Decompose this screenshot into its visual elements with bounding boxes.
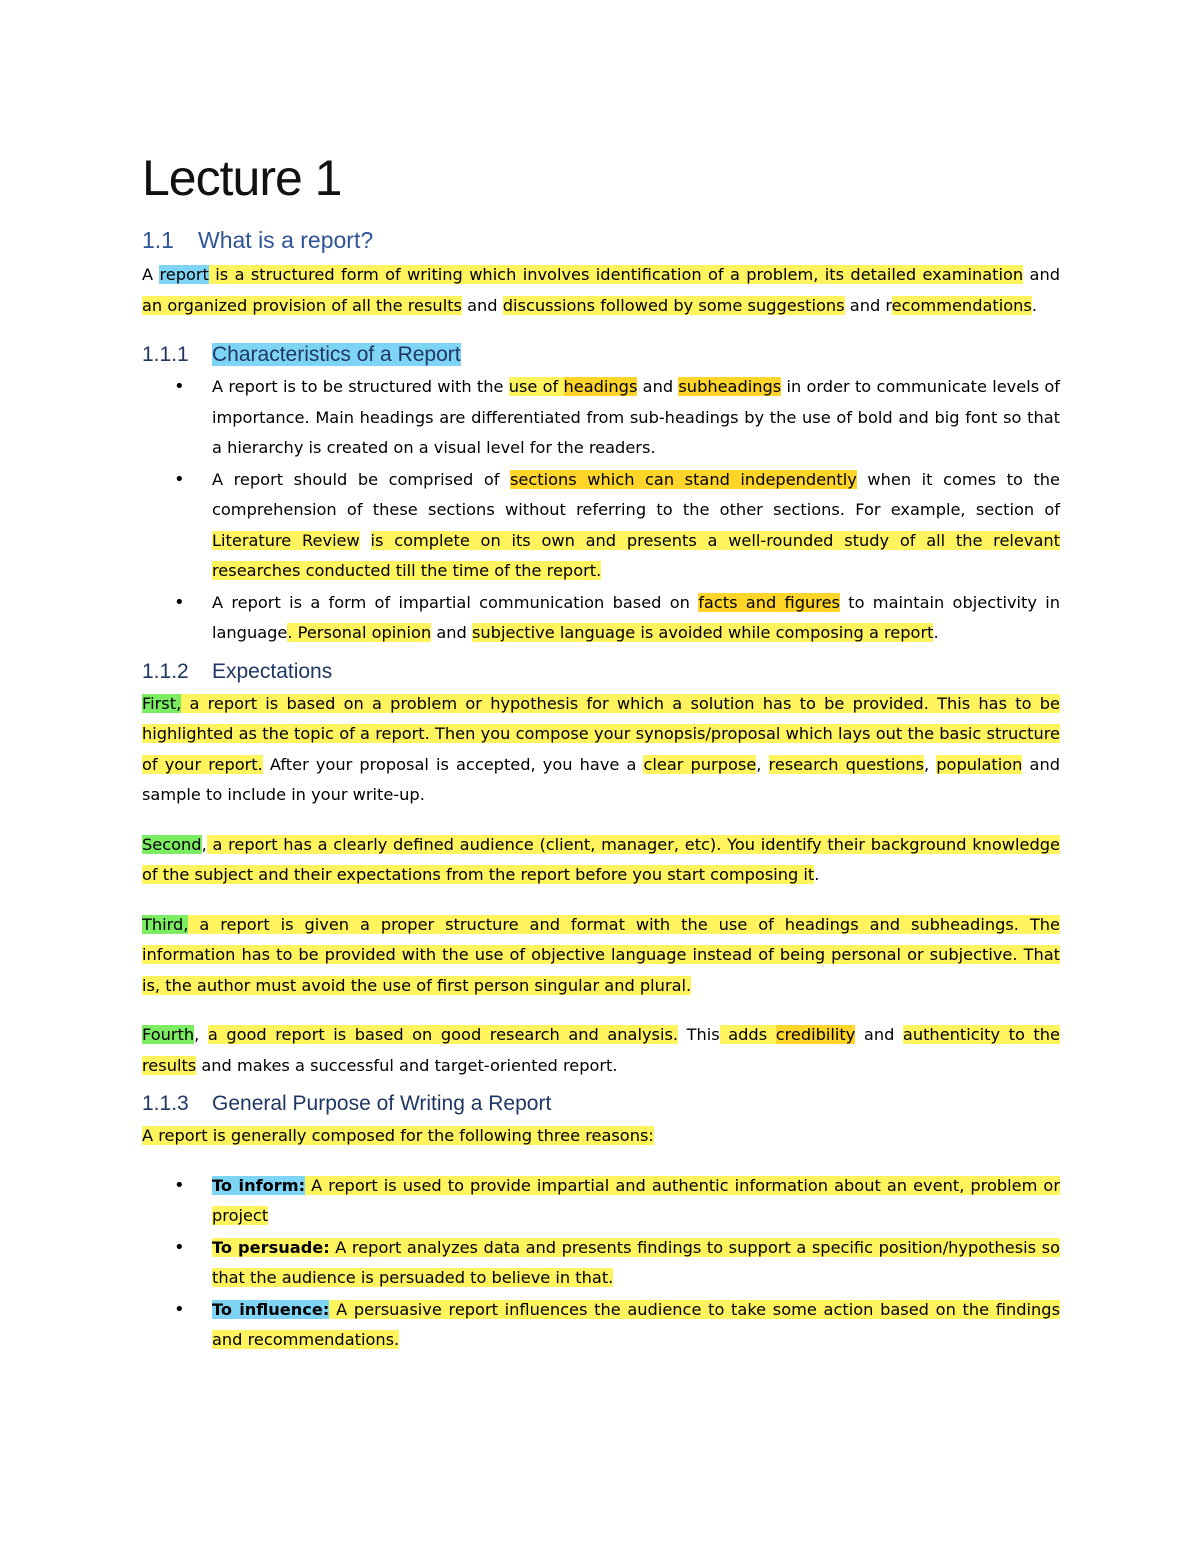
text-run: to maintain objectivity in language — [212, 592, 1060, 642]
page-title: Lecture 1 — [142, 150, 342, 206]
highlight-orange: facts and figures — [698, 592, 840, 612]
section-heading-1-1-3 — [142, 1089, 1060, 1119]
section-title: Expectations — [212, 659, 333, 683]
characteristics-list — [142, 372, 1060, 649]
document-page — [142, 140, 1060, 1357]
highlight-orange: subheadings — [678, 377, 782, 396]
highlight-blue: To inform: — [212, 1175, 306, 1195]
text-run: , — [756, 754, 769, 774]
paragraph-first — [142, 689, 1060, 811]
highlight-yellow: is a structured form of writing which involves identification of a problem, its detailed — [208, 265, 923, 284]
section-heading-1-1-2 — [142, 657, 1060, 687]
highlight-yellow: population — [936, 754, 1023, 774]
highlight-yellow: A report is used to provide impartial and authentic information about an event, problem or project — [212, 1175, 1060, 1225]
highlight-yellow: research questions — [768, 754, 925, 774]
list-item — [212, 1171, 1060, 1232]
paragraph-second — [142, 830, 1060, 891]
paragraph-definition — [142, 260, 1060, 321]
highlight-yellow: To persuade: — [212, 1237, 330, 1257]
text-run: and — [637, 377, 679, 396]
text-run: , — [201, 834, 207, 854]
highlight-blue: To influence: — [212, 1299, 330, 1319]
text-run: This — [678, 1025, 720, 1044]
text-run: and — [855, 1025, 903, 1044]
text-run: and makes a successful and target-oriented report. — [196, 1055, 618, 1075]
list-item — [212, 465, 1060, 587]
text-run: After your proposal is accepted, you have a — [262, 754, 644, 774]
highlight-green: Second — [142, 834, 202, 854]
section-number: 1.1.2 — [142, 659, 189, 683]
text-run: , — [194, 1025, 208, 1044]
list-item — [212, 1295, 1060, 1356]
highlight-yellow: a report is given a proper structure and format with the use of headings and subheadings. The information has to be provided with the use of objective language instead of being personal or subjective. That is, the author must avoid the use of first person singular and plural. — [142, 914, 1060, 995]
highlight-yellow: is complete on its own and presents a well-rounded study of all the relevant researches conducted till the time of the report. — [212, 530, 1060, 580]
text-run: A report is a form of impartial communication based on — [212, 592, 699, 612]
section-title: Characteristics of a Report — [212, 343, 461, 366]
text-run: and — [1023, 265, 1060, 284]
paragraph-intro — [142, 1121, 1060, 1152]
list-item — [212, 1233, 1060, 1294]
highlight-orange: sections which can stand independently — [510, 469, 857, 489]
list-item — [212, 588, 1060, 649]
text-run: and r — [844, 295, 892, 315]
section-title: General Purpose of Writing a Report — [212, 1092, 552, 1115]
highlight-yellow: authenticity to the results — [142, 1025, 1060, 1075]
text-run: . — [814, 865, 820, 884]
highlight-yellow: adds — [719, 1025, 776, 1044]
highlight-yellow: ecommendations — [891, 295, 1032, 315]
highlight-yellow: subjective language is avoided while composing a report — [471, 623, 934, 642]
text-run: and sample to include in your write-up. — [142, 754, 1060, 804]
section-heading-1-1 — [142, 224, 1060, 256]
text-run: . — [933, 623, 939, 642]
section-number: 1.1.1 — [142, 343, 189, 366]
highlight-blue: report — [159, 265, 209, 284]
text-run: . — [1031, 295, 1037, 315]
text-run: and — [461, 295, 503, 315]
paragraph-third — [142, 910, 1060, 1002]
highlight-orange: headings — [563, 377, 638, 396]
highlight-yellow: A persuasive report influences the audience to take some action based on the findings and recommendations. — [212, 1299, 1061, 1349]
purpose-list — [142, 1171, 1060, 1356]
highlight-green: First, — [142, 693, 182, 713]
highlight-yellow: a report is based on a problem or hypothesis for which a solution has to be provided. This has to be highlighted as the topic of a report. Then you compose your synopsis/proposal which lays out the basic structure of your report. — [142, 693, 1060, 774]
text-run: in order to communicate levels of importance. Main headings are differentiated from sub-headings by the use of bold and big font so that a hierarchy is created on a visual level for the readers. — [212, 377, 1061, 457]
highlight-yellow: examination — [922, 265, 1024, 284]
text-run: A — [142, 265, 160, 284]
highlight-yellow: A report is generally composed for the following three reasons: — [142, 1126, 654, 1145]
highlight-yellow: Literature Review — [212, 530, 360, 550]
text-run — [360, 531, 371, 550]
text-run: when it comes to the comprehension of these sections without referring to the other sections. For example, section of — [212, 469, 1060, 519]
text-run: and — [431, 623, 472, 642]
highlight-yellow: clear purpose — [643, 754, 757, 774]
section-title: What is a report? — [198, 227, 374, 253]
highlight-orange: credibility — [775, 1025, 856, 1044]
section-number: 1.1 — [142, 227, 174, 253]
section-number: 1.1.3 — [142, 1092, 189, 1115]
highlight-yellow: A report analyzes data and presents findings to support a specific position/hypothesis so that the audience is persuaded to believe in that. — [212, 1237, 1060, 1287]
highlight-yellow: a good report is based on good research and analysis. — [207, 1025, 679, 1044]
section-heading-1-1-1 — [142, 340, 1060, 370]
paragraph-fourth — [142, 1020, 1060, 1081]
highlight-yellow: an organized provision of all the results — [142, 295, 462, 315]
text-run: A report should be comprised of — [212, 469, 510, 489]
text-run: A report is to be structured with the — [212, 377, 509, 396]
highlight-green: Third, — [142, 914, 189, 934]
highlight-yellow: . Personal opinion — [287, 623, 432, 642]
text-run: , — [924, 754, 937, 774]
highlight-yellow: a report has a clearly defined audience (client, manager, etc). You identify their background knowledge of the subject and their expectations from the report before you start composing it — [142, 834, 1060, 884]
highlight-yellow: discussions followed by some suggestions — [502, 295, 845, 315]
highlight-yellow: use of — [508, 377, 564, 396]
list-item — [212, 372, 1060, 464]
highlight-green: Fourth — [142, 1025, 195, 1044]
